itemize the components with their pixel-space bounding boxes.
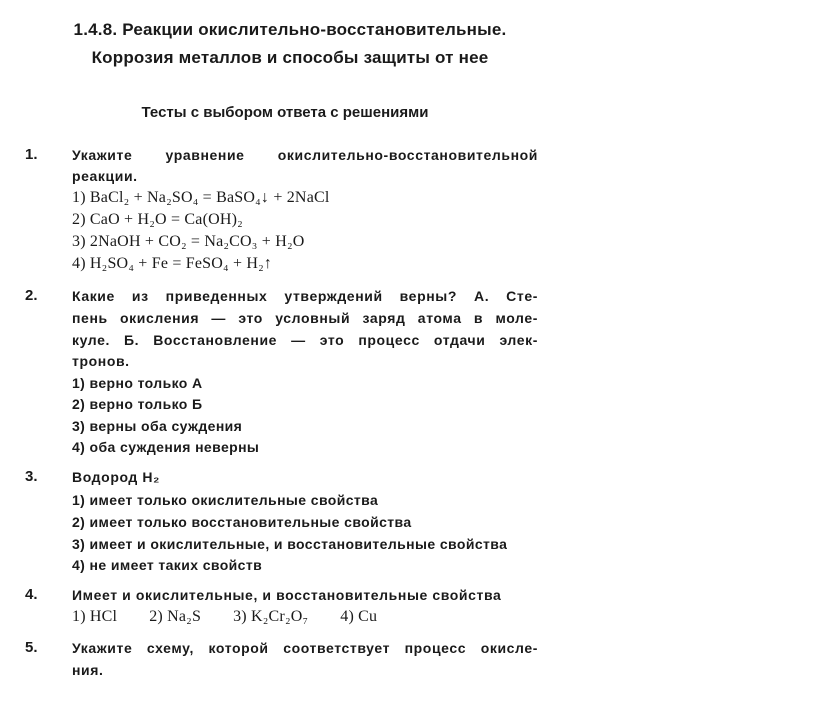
question-1-option-4: 4) H₂SO₄ + Fe = FeSO₄ + H₂↑	[72, 255, 273, 272]
tests-subtitle: Тесты с выбором ответа с решениями	[141, 104, 429, 121]
question-1-stem-line-1: Укажите уравнение окислительно-восстановительной	[72, 147, 538, 163]
question-2-option-1: 1) верно только А	[72, 375, 203, 391]
question-2-option-2: 2) верно только Б	[72, 396, 203, 412]
question-1-option-3: 3) 2NaOH + CO₂ = Na₂CO₃ + H₂O	[72, 233, 305, 250]
question-3-stem: Водород H₂	[72, 469, 160, 485]
question-4-number: 4.	[25, 586, 38, 603]
question-2-stem-line-4: тронов.	[72, 353, 130, 369]
question-4-options	[72, 607, 409, 627]
question-3-option-3: 3) имеет и окислительные, и восстановительные свойства	[72, 536, 508, 552]
question-1-option-1: 1) BaCl₂ + Na₂SO₄ = BaSO₄↓ + 2NaCl	[72, 189, 330, 206]
question-4-option-1: 1) HCl	[72, 608, 118, 625]
question-2-stem-line-1: Какие из приведенных утверждений верны? А. Сте-	[72, 288, 538, 304]
question-1-stem-line-2: реакции.	[72, 168, 138, 184]
question-4-option-3: 3) K₂Cr₂O₇	[233, 608, 309, 625]
question-5-stem-line-2: ния.	[72, 662, 104, 678]
section-title-line-2: Коррозия металлов и способы защиты от нее	[91, 48, 489, 67]
question-3-option-1: 1) имеет только окислительные свойства	[72, 492, 379, 508]
question-3-option-4: 4) не имеет таких свойств	[72, 557, 263, 573]
question-5-stem-line-1: Укажите схему, которой соответствует процесс окисле-	[72, 640, 538, 656]
question-2-option-3: 3) верны оба суждения	[72, 418, 243, 434]
question-5-number: 5.	[25, 639, 38, 656]
question-4-option-4: 4) Cu	[340, 608, 378, 625]
question-2-option-4: 4) оба суждения неверны	[72, 439, 260, 455]
question-2-number: 2.	[25, 287, 38, 304]
question-3-option-2: 2) имеет только восстановительные свойства	[72, 514, 412, 530]
question-2-stem-line-2: пень окисления — это условный заряд атома в моле-	[72, 310, 538, 326]
question-3-number: 3.	[25, 468, 38, 485]
question-4-stem: Имеет и окислительные, и восстановительные свойства	[72, 587, 502, 603]
section-title-line-1: 1.4.8. Реакции окислительно-восстановительные.	[73, 20, 507, 39]
question-1-number: 1.	[25, 146, 38, 163]
question-2-stem-line-3: куле. Б. Восстановление — это процесс отдачи элек-	[72, 332, 538, 348]
question-1-option-2: 2) CaO + H₂O = Ca(OH)₂	[72, 211, 243, 228]
question-4-option-2: 2) Na₂S	[149, 608, 202, 625]
